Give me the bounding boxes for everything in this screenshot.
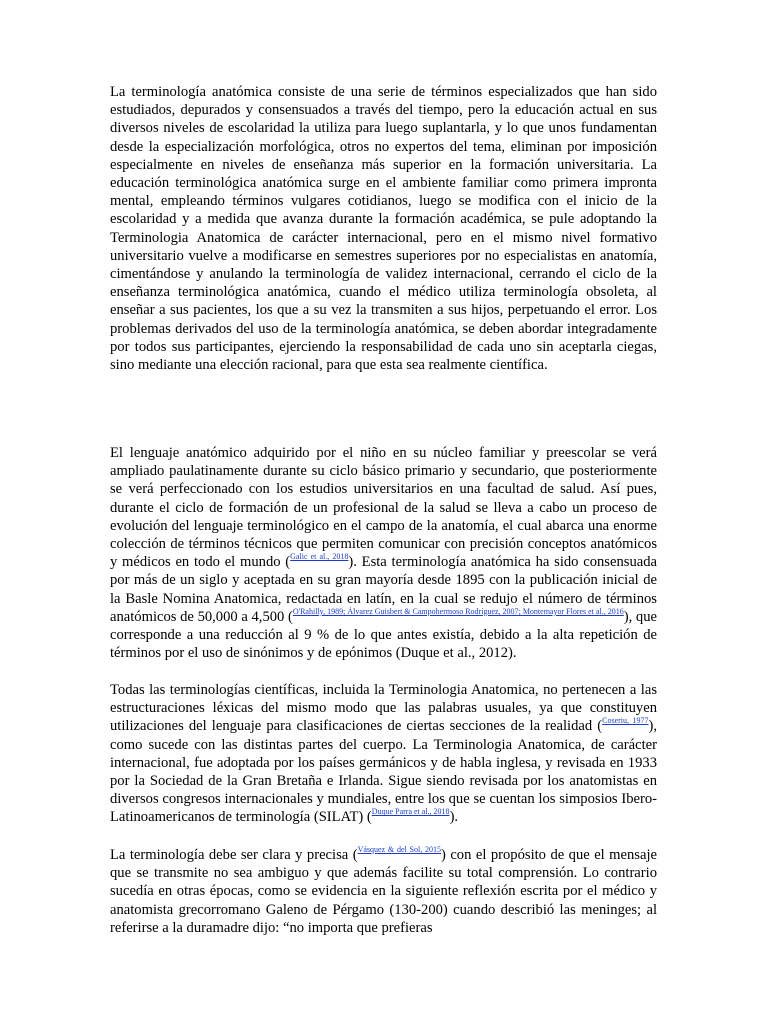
citation-link-alvarez[interactable]: Álvarez Guisbert & Campohermoso Rodríguez, 2007 <box>347 606 519 616</box>
paragraph-2-text-a: El lenguaje anatómico adquirido por el niño en su núcleo familiar y preescolar se verá ampliado paulatinamente durante su ciclo básico primario y secundario, que posteriormente se verá perfeccionado con los estudios universitarios en una facultad de salud. Así pues, durante el ciclo de formación de un profesional de la salud se lleva a cabo un proceso de evolución del lenguaje terminológico en el campo de la anatomía, el cual abarca una enorme colección de términos técnicos que permiten comunicar con precisión conceptos anatómicos y médicos en todo el mundo ( <box>110 445 657 571</box>
paragraph-2 <box>110 444 657 662</box>
citation-link-coseriu[interactable]: Coseriu, 1977 <box>602 716 649 726</box>
paragraph-1 <box>110 83 657 374</box>
paragraph-3 <box>110 681 657 827</box>
paragraph-4-text-b: ) con el propósito de que el mensaje que se transmite no sea ambiguo y que además facilite su total comprensión. Lo contrario sucedía en otras épocas, como se evidencia en la siguiente reflexión escrita por el médico y anatomista grecorromano Galeno de Pérgamo (130-200) cuando describió las meninges; al referirse a la duramadre dijo: “no importa que prefieras <box>110 847 657 936</box>
paragraph-3-text-a: Todas las terminologías científicas, incluida la Terminologia Anatomica, no pertenecen a las estructuraciones léxicas del mismo modo que las palabras usuales, ya que constituyen utilizaciones del lenguaje para clasificaciones de ciertas secciones de la realidad ( <box>110 682 657 735</box>
paragraph-2-text-b: ). Esta terminología anatómica ha sido consensuada por más de un siglo y aceptada en su gran mayoría desde 1895 con la publicación inicial de la Basle Nomina Anatomica, redactada en latín, en la cual se redujo el número de términos anatómicos de 50,000 a 4,500 ( <box>110 554 657 625</box>
paragraph-4 <box>110 846 657 937</box>
citation-link-duque-parra[interactable]: Duque Parra et al., 2018 <box>371 807 450 817</box>
citation-link-montemayor[interactable]: Montemayor Flores et al., 2016 <box>522 606 624 616</box>
paragraph-4-text-a: La terminología debe ser clara y precisa ( <box>110 847 358 863</box>
citation-separator: ; <box>518 606 523 616</box>
paragraph-3-text-c: ). <box>449 809 459 826</box>
paragraph-1-text: La terminología anatómica consiste de una serie de términos especializados que han sido estudiados, depurados y consensuados a través del tiempo, pero la educación actual en sus diversos niveles de escolaridad la utiliza para luego suplantarla, y lo que unos fundamentan desde la especialización morfológica, otros no expertos del tema, eliminan por imposición especialmente en niveles de enseñanza más superior en la formación universitaria. La educación terminológica anatómica surge en el ambiente familiar como primera impronta mental, empleando términos vulgares cotidianos, luego se modifica con el inicio de la escolaridad y a medida que avanza durante la formación académica, se pule adoptando la Terminologia Anatomica de carácter internacional, pero en el mismo nivel formativo universitario vuelve a modificarse en semestres superiores por no especialistas en anatomía, cimentándose y anulando la terminología de validez internacional, cerrando el ciclo de la enseñanza terminológica anatómica, cuando el médico utiliza terminología obsoleta, al enseñar a sus pacientes, los que a su vez la transmiten a sus hijos, perpetuando el error. Los problemas derivados del uso de la terminología anatómica, se deben abordar integradamente por todos sus participantes, ejerciendo la responsabilidad de cada uno sin aceptarla ciegas, sino mediante una elección racional, para que esta sea realmente científica. <box>110 84 657 374</box>
paragraph-3-text-b: ), como sucede con las distintas partes del cuerpo. La Terminologia Anatomica, de carácter internacional, fue adoptada por los países germánicos y de habla inglesa, y revisada en 1933 por la Sociedad de la Gran Bretaña e Irlanda. Sigue siendo revisada por los anatomistas en diversos congresos internacionales y mundiales, entre los que se cuentan los simposios Ibero-Latinoamericanos de terminología (SILAT) ( <box>110 718 658 826</box>
citation-link-orahilly[interactable]: O'Rahilly, 1989 <box>292 606 344 616</box>
citation-link-galic[interactable]: Galic et al., 2018 <box>290 552 349 562</box>
citation-separator: ; <box>343 606 348 616</box>
paragraph-2-text-c: ), que corresponde a una reducción al 9 % de lo que antes existía, debido a la alta repetición de términos por el uso de sinónimos y de epónimos (Duque et al., 2012). <box>110 608 657 662</box>
citation-link-vasquez[interactable]: Vásquez & del Sol, 2015 <box>357 845 442 854</box>
